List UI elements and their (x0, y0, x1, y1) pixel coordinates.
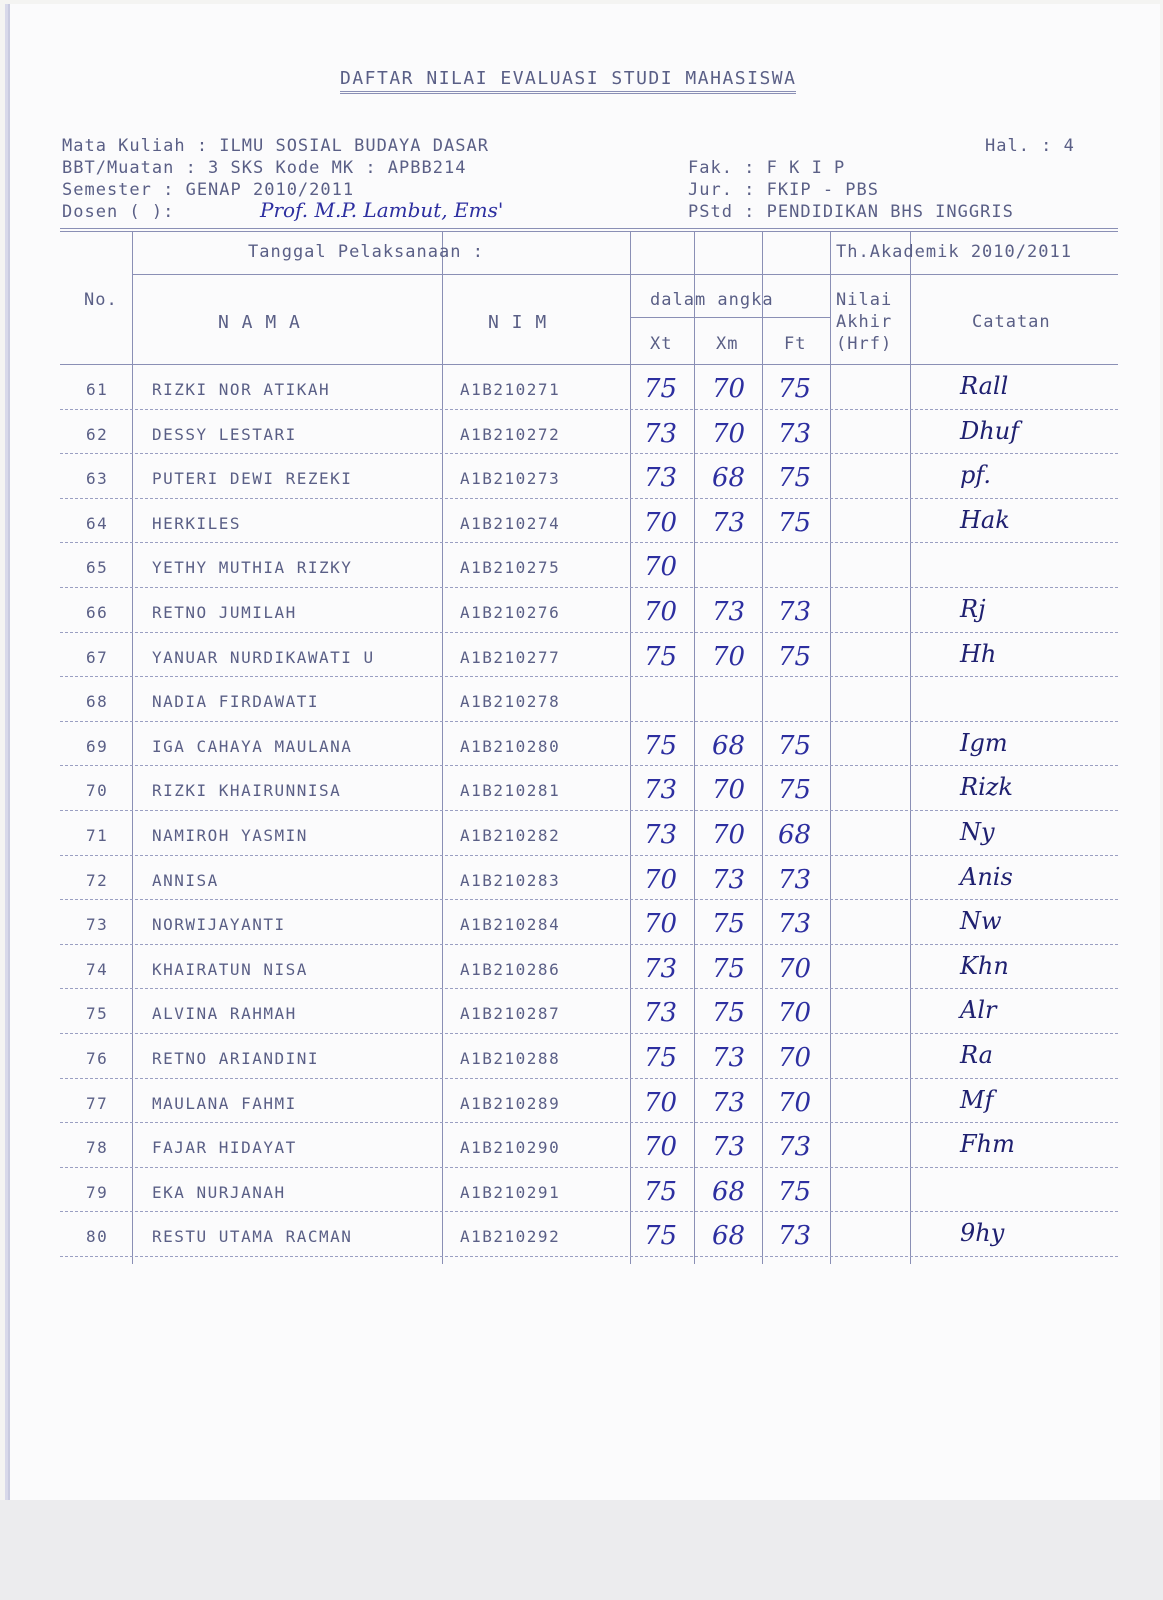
row-nama: NAMIROH YASMIN (152, 826, 308, 845)
row-no: 78 (86, 1138, 109, 1158)
row-xm-handwritten: 73 (712, 1087, 746, 1118)
no-header: No. (84, 290, 118, 310)
row-signature: Khn (960, 951, 1009, 980)
tanggal-pelaksanaan: Tanggal Pelaksanaan : (248, 242, 484, 262)
row-xm-handwritten: 68 (712, 1221, 746, 1252)
column-line-4 (762, 232, 763, 1264)
semester: Semester : GENAP 2010/2011 (62, 180, 355, 200)
column-line-2 (630, 232, 631, 1264)
row-divider (60, 1033, 1118, 1034)
row-nim: A1B210273 (460, 469, 561, 489)
row-nama: DESSY LESTARI (152, 424, 297, 444)
fakultas: Fak. : F K I P (688, 158, 846, 178)
row-signature: Nw (960, 907, 1002, 936)
dosen-handwritten: Prof. M.P. Lambut, Ems' (260, 198, 504, 222)
row-nama: ALVINA RAHMAH (152, 1004, 297, 1024)
row-xt-handwritten: 70 (644, 597, 678, 627)
row-divider (60, 765, 1118, 766)
row-nim: A1B210288 (460, 1049, 561, 1068)
row-xm-handwritten: 73 (712, 1043, 746, 1073)
row-nim: A1B210276 (460, 603, 561, 622)
row-divider (60, 1256, 1118, 1257)
row-nama: IGA CAHAYA MAULANA (152, 736, 353, 756)
row-nim: A1B210290 (460, 1138, 561, 1158)
nama-header: N A M A (218, 312, 301, 333)
row-no: 80 (86, 1227, 109, 1247)
row-signature: Ra (960, 1041, 993, 1069)
row-no: 65 (86, 558, 109, 578)
row-nama: PUTERI DEWI REZEKI (152, 469, 353, 489)
row-xt-handwritten: 75 (644, 1221, 678, 1252)
row-no: 62 (86, 424, 109, 444)
row-no: 64 (86, 513, 109, 533)
catatan-header: Catatan (972, 312, 1051, 332)
row-nama: KHAIRATUN NISA (152, 959, 308, 979)
row-nim: A1B210289 (460, 1093, 561, 1113)
header-divider (132, 274, 1118, 275)
ft-header: Ft (784, 334, 807, 354)
row-xm-handwritten: 73 (712, 597, 746, 627)
row-nama: RETNO JUMILAH (152, 603, 297, 622)
row-nim: A1B210275 (460, 558, 561, 578)
row-divider (60, 855, 1118, 856)
row-xm-handwritten: 68 (712, 730, 746, 761)
row-nama: RESTU UTAMA RACMAN (152, 1227, 353, 1247)
row-divider (60, 810, 1118, 811)
row-divider (60, 676, 1118, 677)
row-xt-handwritten: 73 (644, 463, 678, 494)
row-xm-handwritten: 75 (712, 909, 746, 940)
row-nama: RIZKI KHAIRUNNISA (152, 781, 342, 801)
row-ft-handwritten: 68 (778, 820, 812, 850)
tahun-akademik: Th.Akademik 2010/2011 (836, 242, 1072, 262)
row-divider (60, 542, 1118, 543)
row-nama: RETNO ARIANDINI (152, 1049, 319, 1068)
document-title: DAFTAR NILAI EVALUASI STUDI MAHASISWA (340, 68, 796, 94)
xt-header: Xt (650, 334, 673, 354)
row-divider (60, 1211, 1118, 1212)
row-nama: HERKILES (152, 513, 242, 533)
row-divider (60, 1078, 1118, 1079)
row-no: 72 (86, 870, 109, 890)
row-signature: Mf (960, 1085, 994, 1114)
row-ft-handwritten: 70 (778, 998, 812, 1029)
row-ft-handwritten: 75 (778, 641, 812, 672)
grade-sheet (8, 4, 1160, 1504)
row-signature: 9hy (960, 1219, 1005, 1248)
row-nama: ANNISA (152, 870, 219, 890)
row-xt-handwritten: 73 (644, 775, 678, 806)
row-nama: MAULANA FAHMI (152, 1093, 297, 1113)
row-xt-handwritten: 70 (644, 507, 678, 538)
row-xt-handwritten: 73 (644, 820, 678, 850)
row-divider (60, 1167, 1118, 1168)
row-nim: A1B210292 (460, 1227, 561, 1247)
dalam-angka-header: dalam angka (650, 290, 774, 310)
row-xt-handwritten: 70 (644, 1087, 678, 1118)
row-ft-handwritten: 73 (778, 1221, 812, 1252)
row-xt-handwritten: 75 (644, 374, 678, 404)
angka-divider (630, 317, 830, 318)
row-xt-handwritten: 75 (644, 1043, 678, 1073)
row-divider (60, 988, 1118, 989)
row-xt-handwritten: 70 (644, 552, 678, 583)
row-nim: A1B210280 (460, 736, 561, 756)
row-nim: A1B210278 (460, 692, 561, 712)
row-xt-handwritten: 75 (644, 1176, 678, 1207)
row-nama: EKA NURJANAH (152, 1182, 286, 1202)
row-signature: Fhm (960, 1130, 1015, 1159)
row-divider (60, 498, 1118, 499)
row-divider (60, 409, 1118, 410)
row-divider (60, 721, 1118, 722)
row-xm-handwritten: 73 (712, 864, 746, 895)
row-ft-handwritten: 73 (778, 909, 812, 940)
row-ft-handwritten: 70 (778, 1043, 812, 1073)
row-nim: A1B210277 (460, 647, 561, 667)
row-ft-handwritten: 75 (778, 374, 812, 404)
row-no: 73 (86, 915, 109, 935)
row-xm-handwritten: 68 (712, 1176, 746, 1207)
row-ft-handwritten: 73 (778, 1132, 812, 1163)
row-no: 76 (86, 1049, 109, 1068)
program-studi: PStd : PENDIDIKAN BHS INGGRIS (688, 202, 1014, 222)
row-nim: A1B210286 (460, 959, 561, 979)
row-xm-handwritten: 70 (712, 641, 746, 672)
row-xm-handwritten: 70 (712, 775, 746, 806)
row-ft-handwritten: 70 (778, 953, 812, 984)
row-no: 75 (86, 1004, 109, 1024)
column-line-6 (910, 232, 911, 1264)
row-nim: A1B210272 (460, 424, 561, 444)
column-line-0 (132, 232, 133, 1264)
row-nim: A1B210291 (460, 1182, 561, 1202)
row-no: 68 (86, 692, 109, 712)
row-nim: A1B210271 (460, 380, 561, 399)
dosen-label: Dosen ( ): (62, 202, 175, 222)
row-xm-handwritten: 68 (712, 463, 746, 494)
column-line-1 (442, 232, 443, 1264)
row-divider (60, 944, 1118, 945)
row-xm-handwritten: 70 (712, 418, 746, 449)
nilai-header-3: (Hrf) (836, 334, 893, 354)
row-xt-handwritten: 70 (644, 864, 678, 895)
row-nim: A1B210281 (460, 781, 561, 801)
row-no: 70 (86, 781, 109, 801)
row-xm-handwritten: 75 (712, 953, 746, 984)
row-ft-handwritten: 75 (778, 463, 812, 494)
row-xm-handwritten: 75 (712, 998, 746, 1029)
row-divider (60, 453, 1118, 454)
row-divider (60, 899, 1118, 900)
row-divider (60, 587, 1118, 588)
row-divider (60, 1122, 1118, 1123)
row-signature: Hh (960, 639, 997, 668)
column-line-5 (830, 232, 831, 1264)
row-signature: Rall (960, 372, 1009, 400)
row-nim: A1B210283 (460, 870, 561, 890)
row-xm-handwritten: 73 (712, 1132, 746, 1163)
row-signature: Ny (960, 818, 995, 846)
row-signature: Hak (960, 505, 1010, 534)
row-ft-handwritten: 73 (778, 418, 812, 449)
row-xt-handwritten: 70 (644, 1132, 678, 1163)
table-top-border-2 (60, 231, 1118, 232)
row-xm-handwritten: 70 (712, 374, 746, 404)
row-nama: NORWIJAYANTI (152, 915, 286, 935)
nim-header: N I M (488, 312, 548, 333)
table-top-border (60, 228, 1118, 229)
row-no: 63 (86, 469, 109, 489)
row-no: 79 (86, 1182, 109, 1202)
row-ft-handwritten: 73 (778, 597, 812, 627)
column-line-3 (694, 232, 695, 1264)
row-no: 74 (86, 959, 109, 979)
row-xt-handwritten: 73 (644, 953, 678, 984)
nilai-header-2: Akhir (836, 312, 893, 332)
row-no: 67 (86, 647, 109, 667)
row-signature: Igm (960, 728, 1008, 757)
row-xt-handwritten: 75 (644, 641, 678, 672)
bbt-muatan: BBT/Muatan : 3 SKS Kode MK : APBB214 (62, 158, 467, 178)
row-xm-handwritten: 73 (712, 507, 746, 538)
row-nim: A1B210274 (460, 513, 561, 533)
row-nama: YANUAR NURDIKAWATI U (152, 647, 375, 667)
nilai-header-1: Nilai (836, 290, 893, 310)
row-ft-handwritten: 75 (778, 730, 812, 761)
row-signature: Dhuf (960, 416, 1020, 445)
mata-kuliah: Mata Kuliah : ILMU SOSIAL BUDAYA DASAR (62, 136, 489, 156)
row-ft-handwritten: 75 (778, 775, 812, 806)
xm-header: Xm (716, 334, 739, 354)
row-nim: A1B210287 (460, 1004, 561, 1024)
row-ft-handwritten: 75 (778, 1176, 812, 1207)
row-no: 61 (86, 380, 109, 399)
row-no: 66 (86, 603, 109, 622)
row-nim: A1B210282 (460, 826, 561, 845)
row-nim: A1B210284 (460, 915, 561, 935)
row-signature: Alr (960, 996, 997, 1025)
row-signature: pf. (960, 461, 992, 490)
row-nama: YETHY MUTHIA RIZKY (152, 558, 353, 578)
row-nama: NADIA FIRDAWATI (152, 692, 319, 712)
row-ft-handwritten: 73 (778, 864, 812, 895)
row-no: 77 (86, 1093, 109, 1113)
row-divider (60, 632, 1118, 633)
row-nama: FAJAR HIDAYAT (152, 1138, 297, 1158)
row-xm-handwritten: 70 (712, 820, 746, 850)
header-bottom-border (60, 364, 1118, 365)
row-no: 69 (86, 736, 109, 756)
row-no: 71 (86, 826, 109, 845)
row-signature: Rizk (960, 773, 1013, 802)
row-xt-handwritten: 75 (644, 730, 678, 761)
row-signature: Anis (960, 862, 1013, 891)
row-xt-handwritten: 70 (644, 909, 678, 940)
scan-margin (0, 1500, 1163, 1600)
row-xt-handwritten: 73 (644, 998, 678, 1029)
row-signature: Rj (960, 595, 986, 623)
row-ft-handwritten: 75 (778, 507, 812, 538)
page-number: Hal. : 4 (985, 136, 1075, 156)
row-xt-handwritten: 73 (644, 418, 678, 449)
jurusan: Jur. : FKIP - PBS (688, 180, 879, 200)
row-ft-handwritten: 70 (778, 1087, 812, 1118)
row-nama: RIZKI NOR ATIKAH (152, 380, 331, 399)
